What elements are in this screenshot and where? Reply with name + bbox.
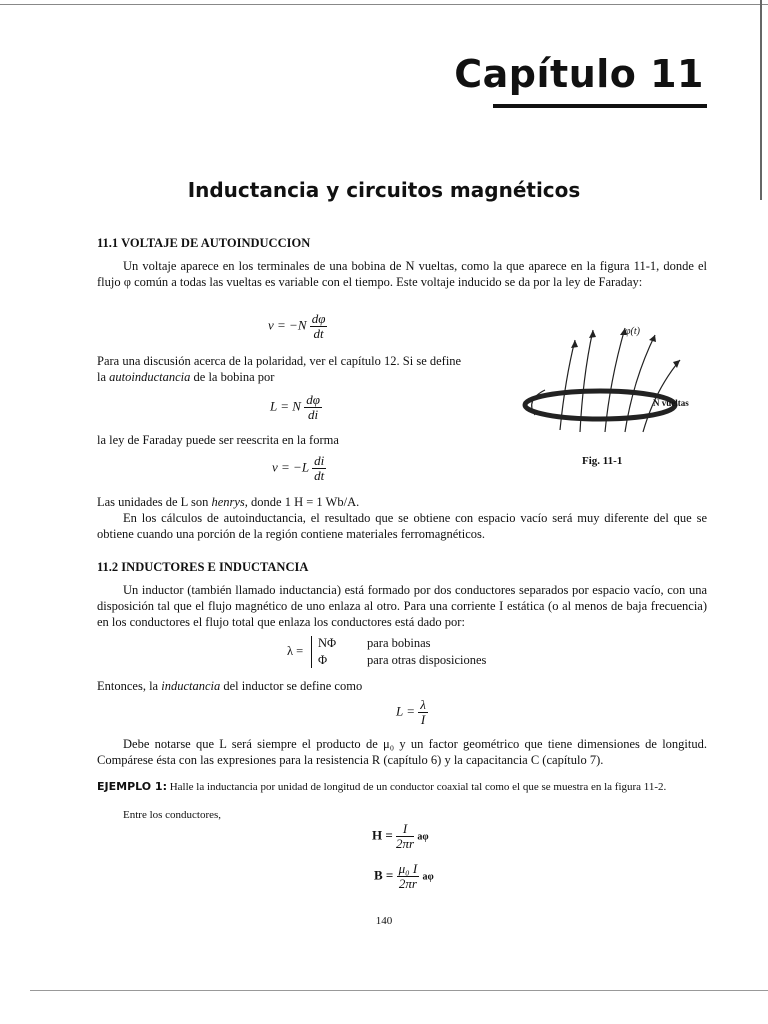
eq-lhs: B =	[374, 867, 394, 883]
denominator: di	[307, 407, 319, 422]
scan-right-edge	[760, 0, 762, 200]
chapter-title: Inductancia y circuitos magnéticos	[187, 178, 581, 202]
eq-lhs: v = −L	[272, 459, 309, 475]
lambda-symbol: λ =	[287, 644, 304, 658]
chapter-heading: Capítulo 11	[454, 52, 704, 96]
numerator: μ₀ I	[398, 861, 418, 876]
fraction	[312, 454, 326, 483]
text: de la bobina por	[190, 370, 275, 384]
case-2-text: para otras disposiciones	[367, 653, 487, 667]
case-2-expr: Φ	[318, 653, 328, 667]
eq-lhs: L = N	[270, 398, 301, 414]
flux-label: φ(t)	[625, 326, 640, 337]
numerator: di	[314, 453, 325, 468]
fraction	[304, 393, 322, 422]
denominator: dt	[314, 468, 325, 483]
paragraph-faraday-intro: Un voltaje aparece en los terminales de una bobina de N vueltas, como la que aparece en la figura 11-1, donde el flujo φ común a todas las vueltas es variable con el tiempo. Este voltaje inducido se da por la ley de Faraday:	[97, 259, 707, 289]
fraction	[397, 862, 420, 891]
equation-faraday	[268, 312, 327, 341]
eq-lhs: H =	[372, 827, 393, 843]
term-henrys: henrys	[211, 495, 245, 509]
equation-H	[372, 822, 429, 851]
numerator: dφ	[306, 392, 320, 407]
paragraph-inductance-def	[97, 678, 707, 694]
text: , donde 1 H = 1 Wb/A.	[244, 495, 360, 509]
figure-caption: Fig. 11-1	[582, 455, 623, 467]
turns-label: N vueltas	[653, 398, 689, 408]
denominator: I	[420, 712, 426, 727]
fraction	[418, 698, 428, 727]
section-heading-11-1: 11.1 VOLTAJE DE AUTOINDUCCION	[97, 236, 311, 250]
paragraph-geometric-factor: Debe notarse que L será siempre el producto de μ₀ y un factor geométrico que tiene dimensiones de longitud. Compárese ésta con las expresiones para la resistencia R (capítulo 6) y la capacitancia C (capítulo 7).	[97, 737, 707, 767]
term-autoinductancia: autoinductancia	[109, 370, 191, 384]
numerator: λ	[420, 697, 426, 712]
scan-top-edge	[0, 4, 768, 5]
case-1-expr: NΦ	[318, 636, 337, 650]
scan-bottom-edge	[30, 990, 768, 991]
fraction	[396, 822, 414, 851]
text: Entonces, la	[97, 679, 162, 693]
equation-B	[374, 862, 434, 891]
paragraph-autoinductance-def	[97, 369, 497, 385]
numerator: dφ	[311, 311, 326, 326]
equation-faraday-L	[272, 454, 326, 483]
example-text: Halle la inductancia por unidad de longitud de un conductor coaxial tal como el que se muestra en la figura 11-2.	[169, 781, 667, 793]
section-heading-11-2: 11.2 INDUCTORES E INDUCTANCIA	[97, 560, 309, 574]
paragraph-rewrite: la ley de Faraday puede ser reescrita en la forma	[97, 433, 339, 447]
eq-lhs: L =	[396, 703, 416, 719]
denominator: dt	[313, 326, 324, 341]
cases-brace	[311, 636, 316, 668]
paragraph-units	[97, 494, 707, 510]
coil-diagram	[515, 320, 715, 470]
denominator: 2πr	[398, 876, 417, 891]
paragraph-polarity: Para una discusión acerca de la polaridad, ver el capítulo 12. Si se define	[97, 354, 462, 368]
fraction	[310, 312, 328, 341]
paragraph-inductor-def: Un inductor (también llamado inductancia) está formado por dos conductores separados por espacio vacío, con una disposición tal que el flujo magnético de uno enlaza al otro. Para una corriente I estática (o al menos de baja frecuencia) en los conductores el flujo total que enlaza los conductores está dado por:	[97, 583, 707, 629]
unit-vector: aφ	[422, 871, 434, 883]
example-1	[97, 780, 709, 794]
numerator: I	[396, 822, 414, 837]
equation-autoinductance	[270, 393, 322, 422]
term-inductancia: inductancia	[161, 679, 221, 693]
chapter-rule	[493, 104, 707, 108]
case-1-text: para bobinas	[367, 636, 431, 650]
page-number: 140	[375, 915, 393, 927]
figure-11-1	[515, 320, 715, 470]
text: del inductor se define como	[220, 679, 363, 693]
text: Las unidades de L son	[97, 495, 212, 509]
example-label: EJEMPLO 1:	[97, 780, 167, 793]
equation-L-lambda	[396, 698, 428, 727]
paragraph-ferromagnetic: En los cálculos de autoinductancia, el resultado que se obtiene con espacio vacío será muy diferente del que se obtiene cuando una porción de la región contiene materiales ferromagnéticos.	[97, 511, 707, 541]
unit-vector: aφ	[417, 831, 429, 843]
denominator: 2πr	[396, 836, 415, 851]
eq-lhs: v = −N	[268, 317, 307, 333]
paragraph-between-conductors: Entre los conductores,	[123, 809, 222, 821]
text: la	[97, 370, 110, 384]
